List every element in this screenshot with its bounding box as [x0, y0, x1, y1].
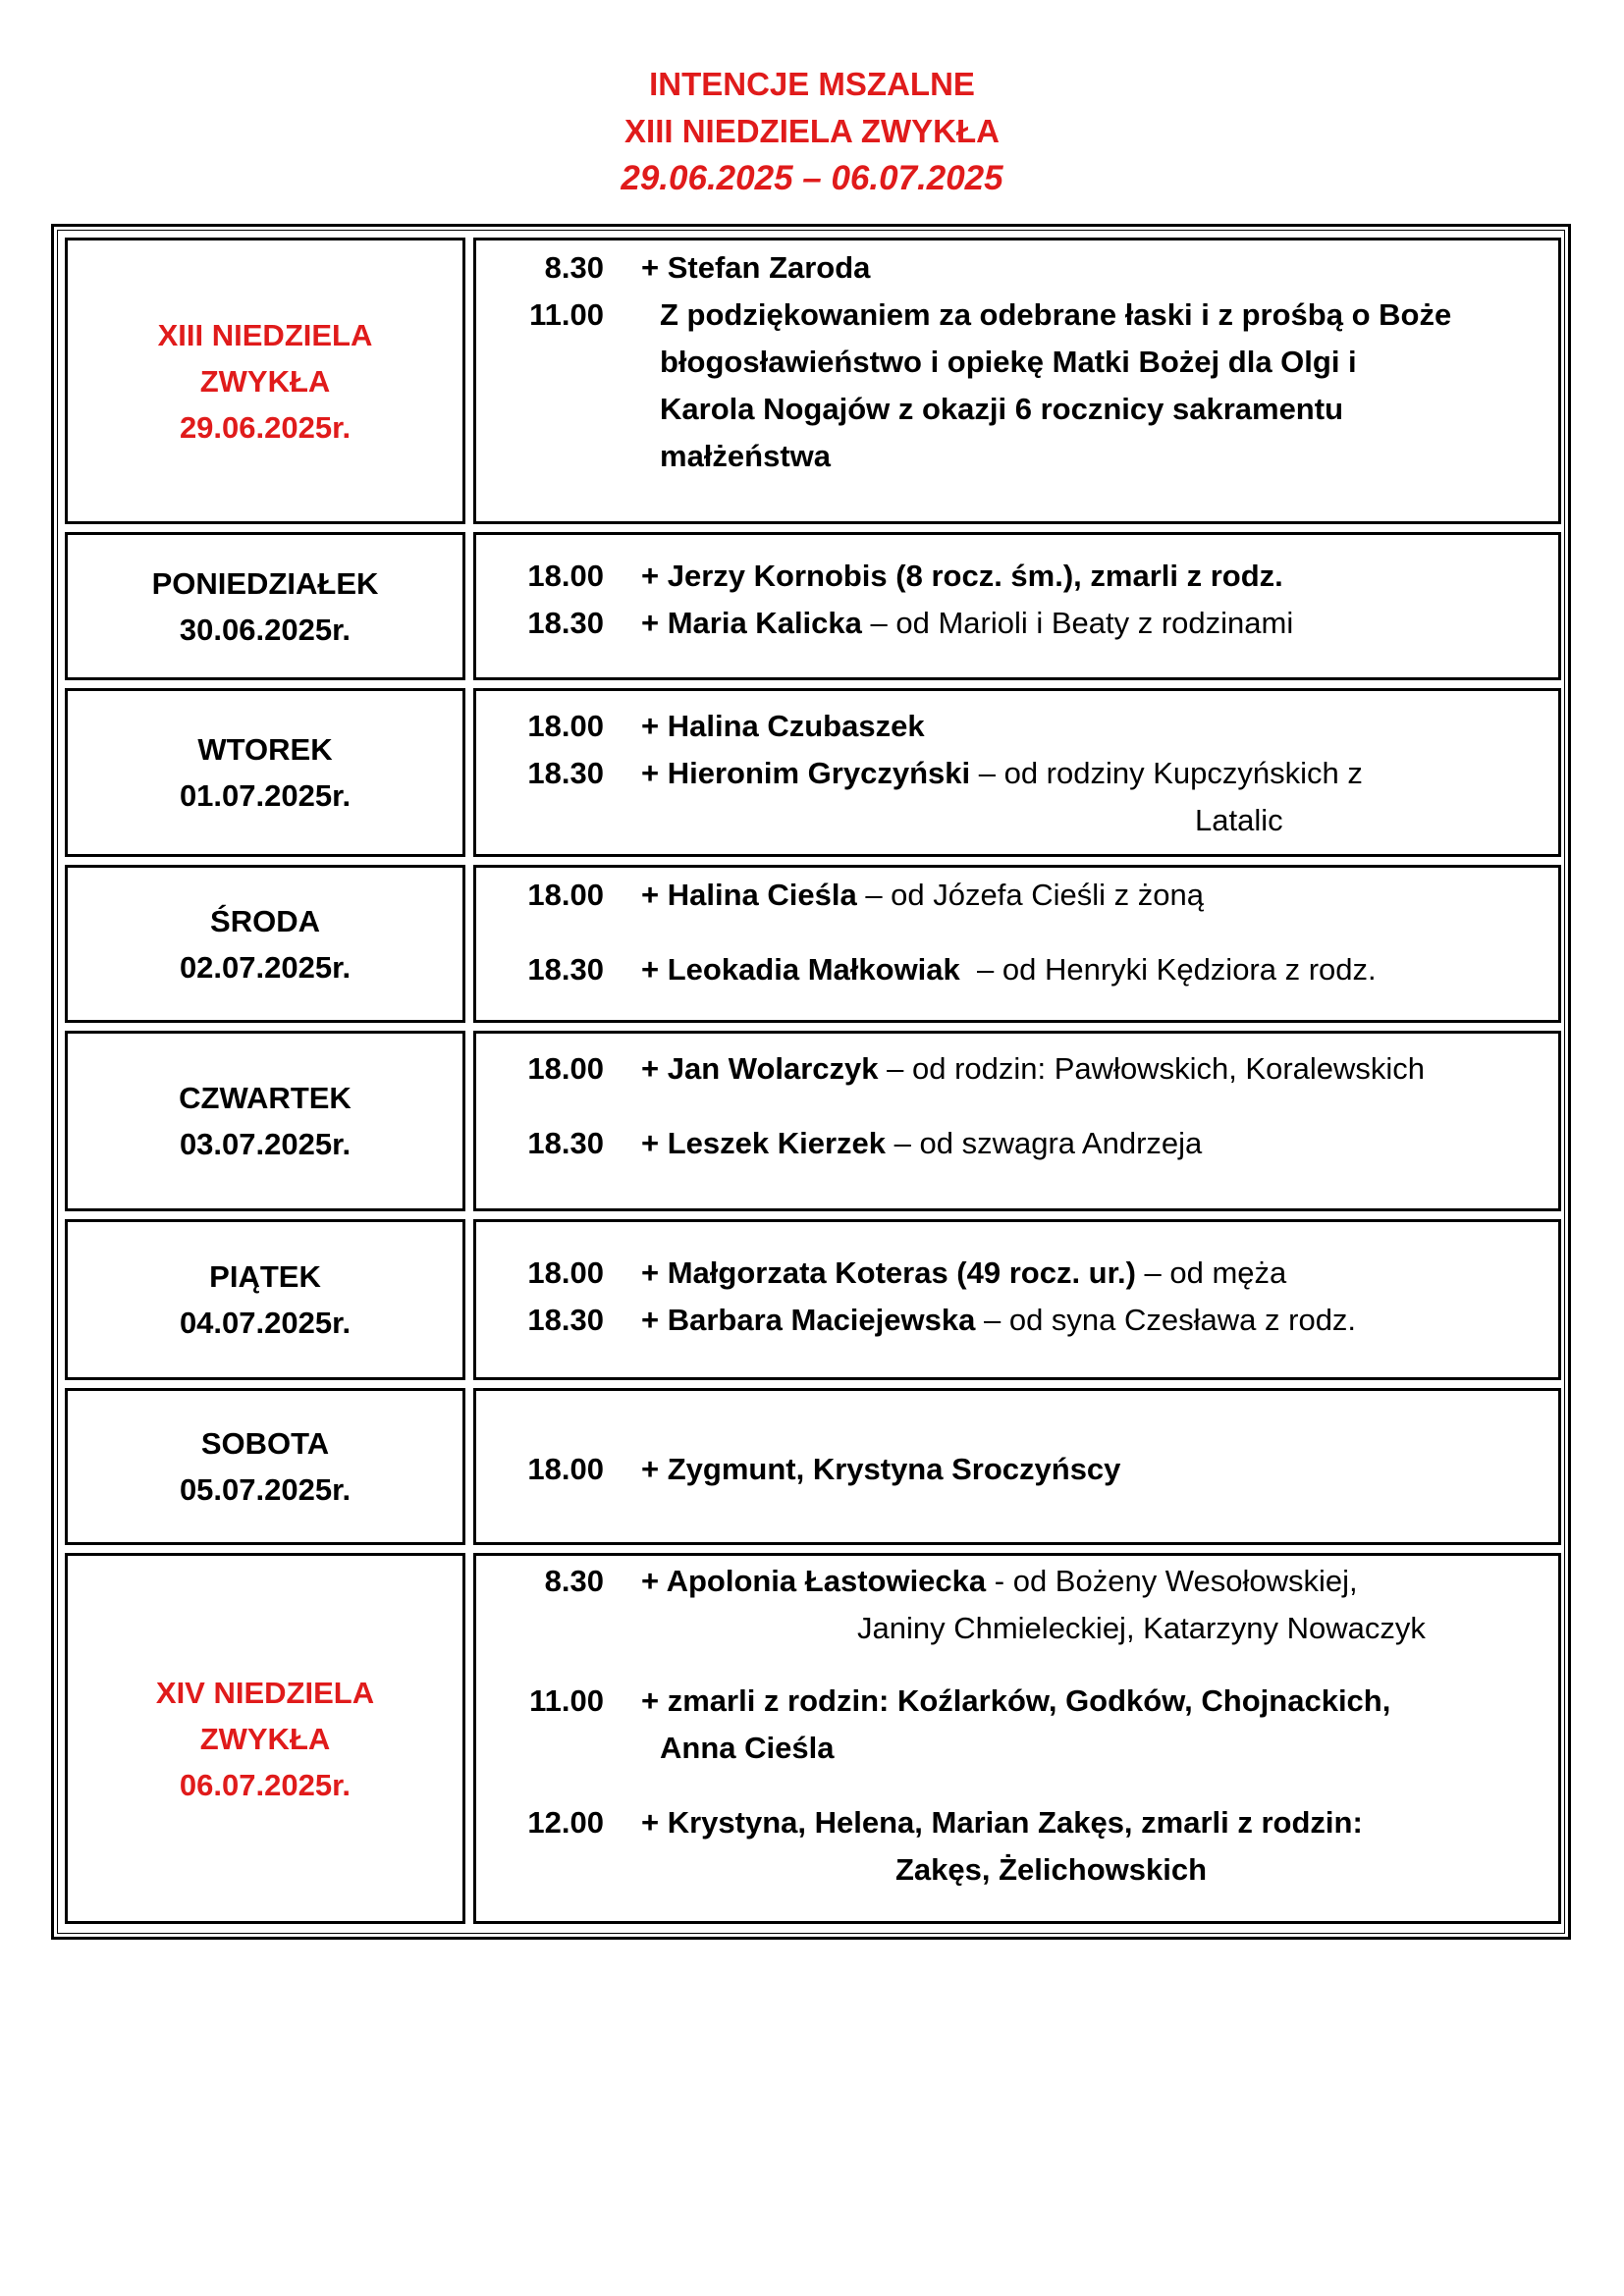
mass-time: 8.30 [544, 1564, 604, 1598]
entries-cell-thursday [473, 1031, 1561, 1211]
mass-intention-offered-by: – od rodzin: Pawłowskich, Koralewskich [878, 1051, 1426, 1086]
mass-time: 18.30 [527, 1303, 604, 1337]
day-date: 05.07.2025r. [179, 1472, 352, 1507]
day-name-line: ŚRODA [210, 903, 320, 938]
entries-cell-tuesday [473, 688, 1561, 857]
mass-time: 18.00 [527, 709, 604, 743]
schedule-table [51, 224, 1571, 1940]
mass-intention: + Stefan Zaroda [641, 250, 871, 285]
day-name-line: XIV NIEDZIELA [155, 1675, 375, 1710]
day-cell-thursday [65, 1031, 465, 1211]
mass-intention-continuation: Zakęs, Żelichowskich [895, 1852, 1208, 1887]
mass-intention-offered-by: – od szwagra Andrzeja [886, 1126, 1203, 1160]
day-cell-sunday-2 [65, 1553, 465, 1924]
day-date: 02.07.2025r. [179, 949, 352, 985]
mass-intention: + Halina Cieśla [641, 878, 857, 912]
mass-intention: + Zygmunt, Krystyna Sroczyńscy [641, 1452, 1121, 1486]
mass-intention: + Małgorzata Koteras (49 rocz. ur.) [641, 1255, 1136, 1290]
page-header [0, 61, 1624, 202]
entries-cell-sunday-2 [473, 1553, 1561, 1924]
mass-time: 18.00 [527, 1452, 604, 1486]
mass-time: 18.30 [527, 756, 604, 790]
mass-intention: + Barbara Maciejewska [641, 1303, 976, 1337]
mass-intention: + Hieronim Gryczyński [641, 756, 971, 790]
mass-time: 18.00 [527, 1255, 604, 1290]
mass-time: 18.30 [527, 952, 604, 987]
mass-intention: + zmarli z rodzin: Koźlarków, Godków, Chojnackich, [641, 1683, 1391, 1718]
mass-intention-line: Z podziękowaniem za odebrane łaski i z prośbą o Boże [660, 297, 1452, 332]
entries-cell-monday [473, 532, 1561, 680]
day-name-line: SOBOTA [200, 1426, 330, 1461]
day-cell-tuesday [65, 688, 465, 857]
day-cell-wednesday [65, 865, 465, 1023]
day-cell-saturday [65, 1388, 465, 1545]
mass-time: 8.30 [544, 250, 604, 285]
mass-intention-continuation: Janiny Chmieleckiej, Katarzyny Nowaczyk [857, 1611, 1426, 1645]
mass-intention-line: małżeństwa [660, 439, 832, 473]
mass-time: 18.00 [527, 878, 604, 912]
entries-cell-friday [473, 1219, 1561, 1380]
mass-intention-offered-by: – od Józefa Cieśli z żoną [856, 878, 1204, 912]
mass-time: 18.30 [527, 1126, 604, 1160]
day-date: 01.07.2025r. [179, 778, 352, 813]
mass-intention: + Maria Kalicka [641, 606, 862, 640]
day-date: 03.07.2025r. [179, 1127, 352, 1161]
header-title: INTENCJE MSZALNE [649, 66, 975, 102]
mass-intention-offered-by: - od Bożeny Wesołowskiej, [986, 1564, 1358, 1598]
mass-intention-continuation: Latalic [1195, 803, 1283, 837]
mass-intention: + Halina Czubaszek [641, 709, 925, 743]
mass-intention-offered-by: – od męża [1135, 1255, 1287, 1290]
mass-intention: + Apolonia Łastowiecka [641, 1564, 987, 1598]
day-name-line: ZWYKŁA [199, 363, 331, 399]
entries-cell-saturday [473, 1388, 1561, 1545]
day-name-line: PIĄTEK [209, 1259, 321, 1294]
mass-time: 12.00 [527, 1805, 604, 1840]
day-name-line: ZWYKŁA [199, 1721, 331, 1756]
mass-time: 18.00 [527, 1051, 604, 1086]
day-date: 06.07.2025r. [179, 1767, 352, 1802]
mass-intention: + Jan Wolarczyk [641, 1051, 879, 1086]
day-name-line: WTOREK [197, 732, 333, 767]
mass-intention: + Leszek Kierzek [641, 1126, 887, 1160]
day-name-line: CZWARTEK [179, 1081, 352, 1115]
day-name-line: XIII NIEDZIELA [157, 317, 373, 352]
mass-intention-offered-by: – od Marioli i Beaty z rodzinami [861, 606, 1294, 640]
day-cell-sunday-1 [65, 238, 465, 524]
header-subtitle: XIII NIEDZIELA ZWYKŁA [624, 113, 1000, 149]
day-cell-monday [65, 532, 465, 680]
day-date: 30.06.2025r. [179, 612, 352, 647]
mass-intention-line: błogosławieństwo i opiekę Matki Bożej dla Olgi i [660, 345, 1357, 379]
mass-intention: + Jerzy Kornobis (8 rocz. śm.), zmarli z rodz. [641, 559, 1283, 593]
mass-intention-continuation: Anna Cieśla [660, 1731, 835, 1765]
header-date-range: 29.06.2025 – 06.07.2025 [621, 159, 1003, 197]
day-date: 04.07.2025r. [179, 1306, 352, 1340]
mass-time: 18.00 [527, 559, 604, 593]
mass-intention-line: Karola Nogajów z okazji 6 rocznicy sakramentu [660, 392, 1344, 426]
mass-time: 11.00 [529, 297, 604, 332]
mass-intention-offered-by: – od Henryki Kędziora z rodz. [959, 952, 1377, 987]
day-cell-friday [65, 1219, 465, 1380]
day-date: 29.06.2025r. [179, 409, 352, 445]
entries-cell-wednesday [473, 865, 1561, 1023]
mass-intention: + Leokadia Małkowiak [641, 952, 960, 987]
mass-time: 18.30 [527, 606, 604, 640]
mass-time: 11.00 [529, 1683, 604, 1718]
day-name-line: PONIEDZIAŁEK [151, 565, 379, 601]
mass-intention-offered-by: – od syna Czesława z rodz. [975, 1303, 1357, 1337]
mass-intention: + Krystyna, Helena, Marian Zakęs, zmarli z rodzin: [641, 1805, 1363, 1840]
entries-cell-sunday-1 [473, 238, 1561, 524]
mass-intention-offered-by: – od rodziny Kupczyńskich z [970, 756, 1363, 790]
